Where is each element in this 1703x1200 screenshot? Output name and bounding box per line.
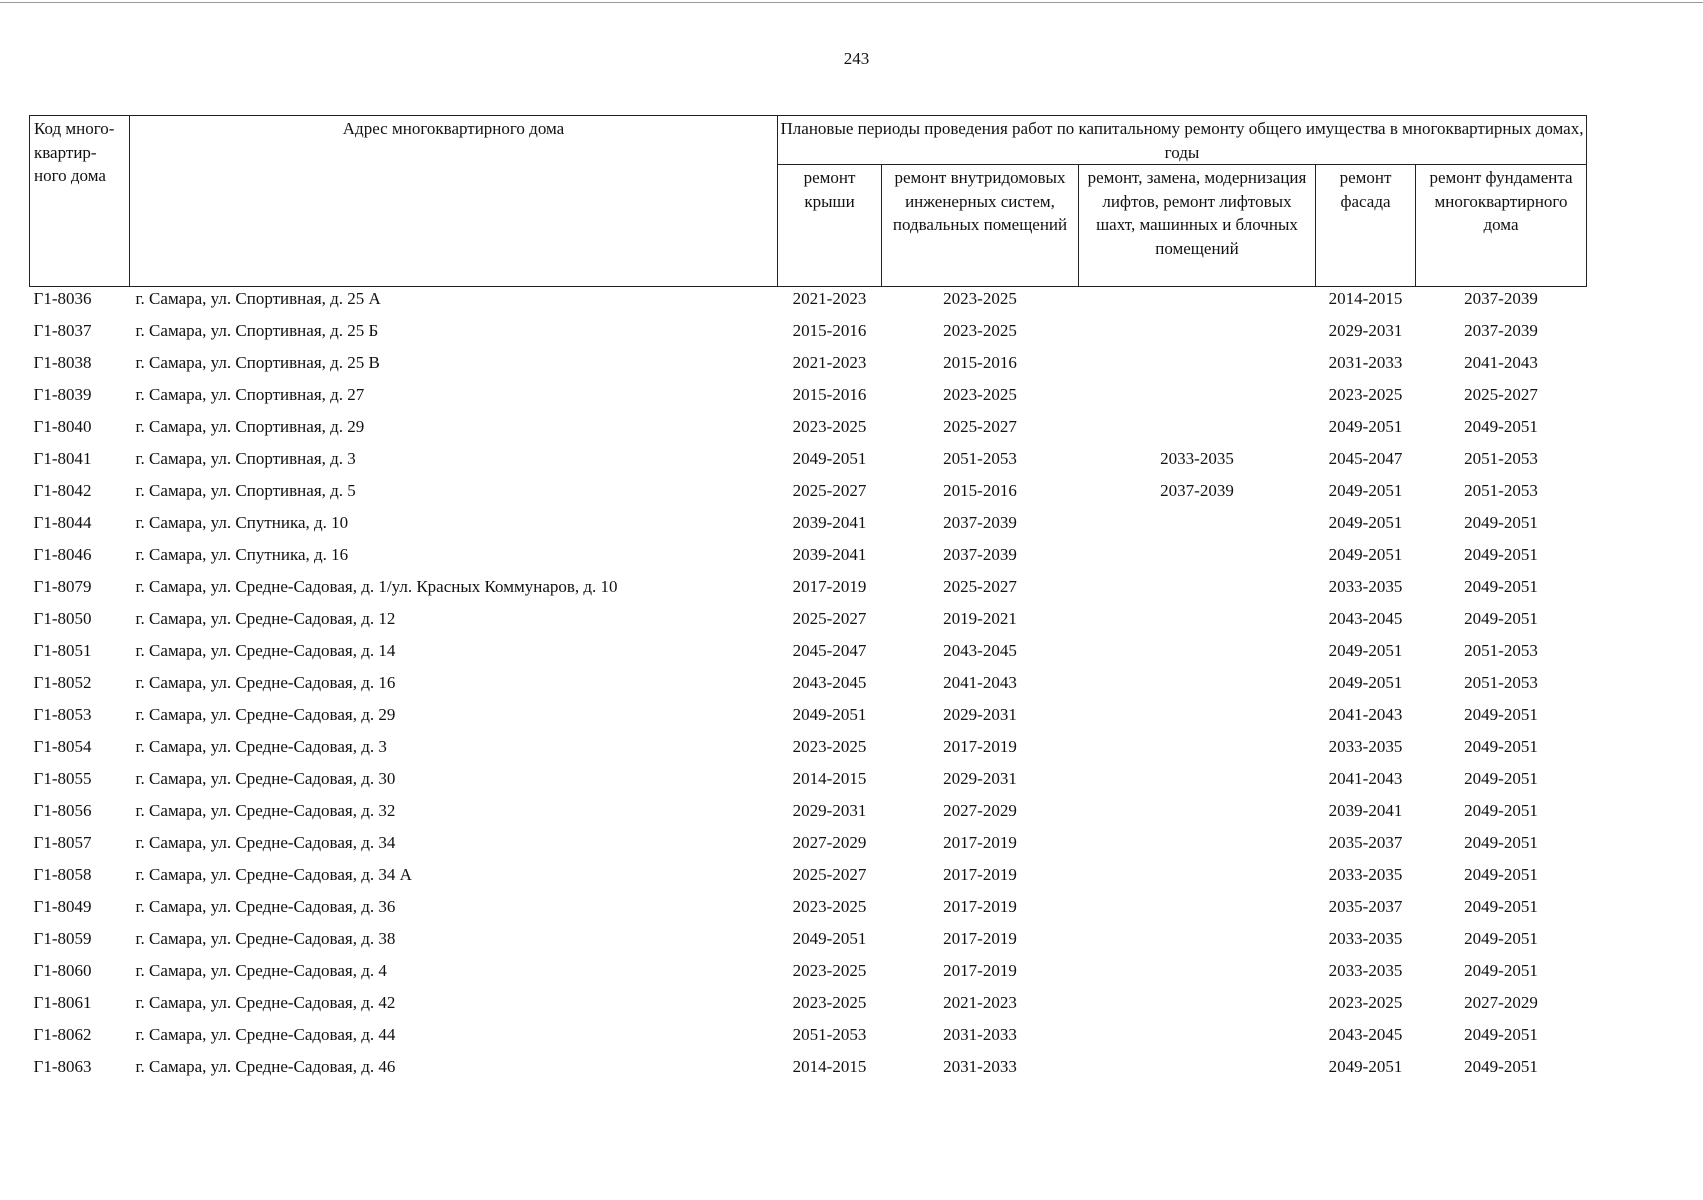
roof-period-cell: 2023-2025 bbox=[792, 737, 867, 756]
roof-period-cell: 2023-2025 bbox=[792, 993, 867, 1012]
engineering-period-cell: 2043-2045 bbox=[943, 641, 1017, 660]
foundation-period-cell: 2037-2039 bbox=[1464, 289, 1538, 308]
house-code-cell: Г1-8063 bbox=[33, 1057, 92, 1076]
foundation-period-cell: 2049-2051 bbox=[1464, 929, 1538, 948]
elevators-period-cell bbox=[1079, 767, 1316, 799]
foundation-period-cell: 2051-2053 bbox=[1464, 673, 1538, 692]
elevators-period-cell bbox=[1079, 1055, 1316, 1087]
elevators-period-cell bbox=[1079, 607, 1316, 639]
address-cell: г. Самара, ул. Спортивная, д. 29 bbox=[135, 417, 365, 436]
facade-period-cell: 2049-2051 bbox=[1328, 513, 1403, 532]
house-code-cell: Г1-8049 bbox=[33, 897, 92, 916]
table-row bbox=[30, 511, 1587, 543]
address-cell: г. Самара, ул. Средне-Садовая, д. 34 bbox=[135, 833, 396, 852]
house-code-cell: Г1-8038 bbox=[33, 353, 92, 372]
table-row bbox=[30, 287, 1587, 320]
table-row bbox=[30, 1023, 1587, 1055]
header-address: Адрес многоквартирного дома bbox=[130, 116, 778, 287]
elevators-period-cell bbox=[1079, 703, 1316, 735]
engineering-period-cell: 2021-2023 bbox=[943, 993, 1017, 1012]
engineering-period-cell: 2031-2033 bbox=[943, 1025, 1017, 1044]
address-cell: г. Самара, ул. Спортивная, д. 25 В bbox=[135, 353, 380, 372]
elevators-period-cell: 2033-2035 bbox=[1160, 449, 1234, 468]
roof-period-cell: 2023-2025 bbox=[792, 897, 867, 916]
roof-period-cell: 2021-2023 bbox=[792, 289, 867, 308]
facade-period-cell: 2033-2035 bbox=[1328, 929, 1403, 948]
elevators-period-cell bbox=[1079, 575, 1316, 607]
house-code-cell: Г1-8056 bbox=[33, 801, 92, 820]
foundation-period-cell: 2049-2051 bbox=[1464, 417, 1538, 436]
address-cell: г. Самара, ул. Средне-Садовая, д. 32 bbox=[135, 801, 396, 820]
house-code-cell: Г1-8079 bbox=[33, 577, 92, 596]
table-row bbox=[30, 799, 1587, 831]
address-cell: г. Самара, ул. Средне-Садовая, д. 38 bbox=[135, 929, 396, 948]
facade-period-cell: 2029-2031 bbox=[1328, 321, 1403, 340]
address-cell: г. Самара, ул. Спортивная, д. 25 А bbox=[135, 289, 381, 308]
house-code-cell: Г1-8039 bbox=[33, 385, 92, 404]
roof-period-cell: 2015-2016 bbox=[792, 385, 867, 404]
table-row bbox=[30, 831, 1587, 863]
roof-period-cell: 2023-2025 bbox=[792, 961, 867, 980]
elevators-period-cell bbox=[1079, 927, 1316, 959]
table-row bbox=[30, 383, 1587, 415]
foundation-period-cell: 2049-2051 bbox=[1464, 961, 1538, 980]
engineering-period-cell: 2031-2033 bbox=[943, 1057, 1017, 1076]
address-cell: г. Самара, ул. Спортивная, д. 27 bbox=[135, 385, 365, 404]
table-row bbox=[30, 415, 1587, 447]
address-cell: г. Самара, ул. Средне-Садовая, д. 14 bbox=[135, 641, 396, 660]
address-cell: г. Самара, ул. Средне-Садовая, д. 29 bbox=[135, 705, 396, 724]
address-cell: г. Самара, ул. Спутника, д. 10 bbox=[135, 513, 349, 532]
facade-period-cell: 2035-2037 bbox=[1328, 833, 1403, 852]
engineering-period-cell: 2015-2016 bbox=[943, 481, 1017, 500]
table-row bbox=[30, 351, 1587, 383]
house-code-cell: Г1-8057 bbox=[33, 833, 92, 852]
roof-period-cell: 2015-2016 bbox=[792, 321, 867, 340]
address-cell: г. Самара, ул. Средне-Садовая, д. 44 bbox=[135, 1025, 396, 1044]
elevators-period-cell bbox=[1079, 319, 1316, 351]
engineering-period-cell: 2023-2025 bbox=[943, 321, 1017, 340]
header-engineering: ремонт внутридомовых инженерных систем, подвальных помещений bbox=[882, 165, 1079, 287]
engineering-period-cell: 2015-2016 bbox=[943, 353, 1017, 372]
header-code: Код много-квартир-ного дома bbox=[30, 116, 130, 287]
address-cell: г. Самара, ул. Спортивная, д. 25 Б bbox=[135, 321, 379, 340]
table-row bbox=[30, 703, 1587, 735]
elevators-period-cell bbox=[1079, 735, 1316, 767]
roof-period-cell: 2049-2051 bbox=[792, 929, 867, 948]
header-elevators: ремонт, замена, модернизация лифтов, ремонт лифтовых шахт, машинных и блочных помещений bbox=[1079, 165, 1316, 287]
house-code-cell: Г1-8058 bbox=[33, 865, 92, 884]
roof-period-cell: 2049-2051 bbox=[792, 705, 867, 724]
engineering-period-cell: 2017-2019 bbox=[943, 961, 1017, 980]
header-facade: ремонт фасада bbox=[1316, 165, 1416, 287]
facade-period-cell: 2033-2035 bbox=[1328, 577, 1403, 596]
engineering-period-cell: 2029-2031 bbox=[943, 705, 1017, 724]
house-code-cell: Г1-8060 bbox=[33, 961, 92, 980]
engineering-period-cell: 2037-2039 bbox=[943, 513, 1017, 532]
house-code-cell: Г1-8042 bbox=[33, 481, 92, 500]
elevators-period-cell bbox=[1079, 511, 1316, 543]
engineering-period-cell: 2017-2019 bbox=[943, 833, 1017, 852]
foundation-period-cell: 2049-2051 bbox=[1464, 545, 1538, 564]
scan-edge-line bbox=[0, 2, 1703, 3]
facade-period-cell: 2045-2047 bbox=[1328, 449, 1403, 468]
engineering-period-cell: 2051-2053 bbox=[943, 449, 1017, 468]
roof-period-cell: 2014-2015 bbox=[792, 769, 867, 788]
foundation-period-cell: 2049-2051 bbox=[1464, 577, 1538, 596]
elevators-period-cell bbox=[1079, 895, 1316, 927]
house-code-cell: Г1-8055 bbox=[33, 769, 92, 788]
foundation-period-cell: 2049-2051 bbox=[1464, 769, 1538, 788]
facade-period-cell: 2049-2051 bbox=[1328, 545, 1403, 564]
table-body bbox=[30, 287, 1587, 1088]
house-code-cell: Г1-8059 bbox=[33, 929, 92, 948]
foundation-period-cell: 2049-2051 bbox=[1464, 1057, 1538, 1076]
foundation-period-cell: 2025-2027 bbox=[1464, 385, 1538, 404]
house-code-cell: Г1-8037 bbox=[33, 321, 92, 340]
elevators-period-cell bbox=[1079, 831, 1316, 863]
roof-period-cell: 2051-2053 bbox=[792, 1025, 867, 1044]
foundation-period-cell: 2049-2051 bbox=[1464, 833, 1538, 852]
header-foundation: ремонт фундамента многоквартирного дома bbox=[1416, 165, 1587, 287]
foundation-period-cell: 2027-2029 bbox=[1464, 993, 1538, 1012]
house-code-cell: Г1-8046 bbox=[33, 545, 92, 564]
engineering-period-cell: 2019-2021 bbox=[943, 609, 1017, 628]
engineering-period-cell: 2017-2019 bbox=[943, 737, 1017, 756]
foundation-period-cell: 2049-2051 bbox=[1464, 897, 1538, 916]
roof-period-cell: 2014-2015 bbox=[792, 1057, 867, 1076]
roof-period-cell: 2029-2031 bbox=[792, 801, 867, 820]
facade-period-cell: 2049-2051 bbox=[1328, 481, 1403, 500]
facade-period-cell: 2041-2043 bbox=[1328, 769, 1403, 788]
engineering-period-cell: 2025-2027 bbox=[943, 417, 1017, 436]
foundation-period-cell: 2051-2053 bbox=[1464, 481, 1538, 500]
elevators-period-cell bbox=[1079, 991, 1316, 1023]
capital-repair-table bbox=[29, 115, 1587, 1087]
address-cell: г. Самара, ул. Средне-Садовая, д. 12 bbox=[135, 609, 396, 628]
foundation-period-cell: 2049-2051 bbox=[1464, 1025, 1538, 1044]
house-code-cell: Г1-8054 bbox=[33, 737, 92, 756]
address-cell: г. Самара, ул. Спортивная, д. 3 bbox=[135, 449, 356, 468]
house-code-cell: Г1-8044 bbox=[33, 513, 92, 532]
house-code-cell: Г1-8062 bbox=[33, 1025, 92, 1044]
elevators-period-cell bbox=[1079, 863, 1316, 895]
table-row bbox=[30, 479, 1587, 511]
address-cell: г. Самара, ул. Средне-Садовая, д. 46 bbox=[135, 1057, 396, 1076]
engineering-period-cell: 2027-2029 bbox=[943, 801, 1017, 820]
facade-period-cell: 2035-2037 bbox=[1328, 897, 1403, 916]
facade-period-cell: 2039-2041 bbox=[1328, 801, 1403, 820]
house-code-cell: Г1-8050 bbox=[33, 609, 92, 628]
address-cell: г. Самара, ул. Средне-Садовая, д. 34 А bbox=[135, 865, 412, 884]
facade-period-cell: 2049-2051 bbox=[1328, 673, 1403, 692]
house-code-cell: Г1-8040 bbox=[33, 417, 92, 436]
elevators-period-cell bbox=[1079, 415, 1316, 447]
facade-period-cell: 2033-2035 bbox=[1328, 737, 1403, 756]
house-code-cell: Г1-8036 bbox=[33, 289, 92, 308]
roof-period-cell: 2023-2025 bbox=[792, 417, 867, 436]
facade-period-cell: 2023-2025 bbox=[1328, 993, 1403, 1012]
roof-period-cell: 2043-2045 bbox=[792, 673, 867, 692]
elevators-period-cell bbox=[1079, 287, 1316, 320]
foundation-period-cell: 2049-2051 bbox=[1464, 865, 1538, 884]
roof-period-cell: 2025-2027 bbox=[792, 481, 867, 500]
facade-period-cell: 2014-2015 bbox=[1328, 289, 1403, 308]
page-number: 243 bbox=[843, 49, 870, 68]
engineering-period-cell: 2017-2019 bbox=[943, 897, 1017, 916]
facade-period-cell: 2043-2045 bbox=[1328, 1025, 1403, 1044]
engineering-period-cell: 2025-2027 bbox=[943, 577, 1017, 596]
roof-period-cell: 2025-2027 bbox=[792, 865, 867, 884]
table-row bbox=[30, 319, 1587, 351]
foundation-period-cell: 2049-2051 bbox=[1464, 609, 1538, 628]
roof-period-cell: 2017-2019 bbox=[792, 577, 867, 596]
house-code-cell: Г1-8051 bbox=[33, 641, 92, 660]
engineering-period-cell: 2041-2043 bbox=[943, 673, 1017, 692]
facade-period-cell: 2033-2035 bbox=[1328, 865, 1403, 884]
elevators-period-cell bbox=[1079, 351, 1316, 383]
table-row bbox=[30, 735, 1587, 767]
address-cell: г. Самара, ул. Средне-Садовая, д. 42 bbox=[135, 993, 396, 1012]
foundation-period-cell: 2051-2053 bbox=[1464, 641, 1538, 660]
header-periods-group: Плановые периоды проведения работ по капитальному ремонту общего имущества в многоквартирных домах, годы bbox=[778, 116, 1587, 165]
table-row bbox=[30, 671, 1587, 703]
address-cell: г. Самара, ул. Средне-Садовая, д. 4 bbox=[135, 961, 387, 980]
facade-period-cell: 2049-2051 bbox=[1328, 641, 1403, 660]
engineering-period-cell: 2017-2019 bbox=[943, 865, 1017, 884]
table-row bbox=[30, 543, 1587, 575]
house-code-cell: Г1-8053 bbox=[33, 705, 92, 724]
facade-period-cell: 2033-2035 bbox=[1328, 961, 1403, 980]
table-row bbox=[30, 959, 1587, 991]
header-roof: ремонт крыши bbox=[778, 165, 882, 287]
house-code-cell: Г1-8052 bbox=[33, 673, 92, 692]
foundation-period-cell: 2049-2051 bbox=[1464, 513, 1538, 532]
engineering-period-cell: 2017-2019 bbox=[943, 929, 1017, 948]
facade-period-cell: 2049-2051 bbox=[1328, 1057, 1403, 1076]
table-row bbox=[30, 927, 1587, 959]
table-row bbox=[30, 575, 1587, 607]
address-cell: г. Самара, ул. Спортивная, д. 5 bbox=[135, 481, 356, 500]
facade-period-cell: 2023-2025 bbox=[1328, 385, 1403, 404]
elevators-period-cell bbox=[1079, 1023, 1316, 1055]
foundation-period-cell: 2037-2039 bbox=[1464, 321, 1538, 340]
address-cell: г. Самара, ул. Средне-Садовая, д. 30 bbox=[135, 769, 396, 788]
engineering-period-cell: 2037-2039 bbox=[943, 545, 1017, 564]
elevators-period-cell bbox=[1079, 639, 1316, 671]
roof-period-cell: 2021-2023 bbox=[792, 353, 867, 372]
table-row bbox=[30, 1055, 1587, 1087]
table-row bbox=[30, 607, 1587, 639]
roof-period-cell: 2027-2029 bbox=[792, 833, 867, 852]
engineering-period-cell: 2023-2025 bbox=[943, 385, 1017, 404]
foundation-period-cell: 2051-2053 bbox=[1464, 449, 1538, 468]
house-code-cell: Г1-8061 bbox=[33, 993, 92, 1012]
roof-period-cell: 2025-2027 bbox=[792, 609, 867, 628]
foundation-period-cell: 2049-2051 bbox=[1464, 801, 1538, 820]
foundation-period-cell: 2049-2051 bbox=[1464, 705, 1538, 724]
address-cell: г. Самара, ул. Средне-Садовая, д. 36 bbox=[135, 897, 396, 916]
table-row bbox=[30, 447, 1587, 479]
facade-period-cell: 2049-2051 bbox=[1328, 417, 1403, 436]
elevators-period-cell bbox=[1079, 959, 1316, 991]
house-code-cell: Г1-8041 bbox=[33, 449, 92, 468]
facade-period-cell: 2043-2045 bbox=[1328, 609, 1403, 628]
table-row bbox=[30, 767, 1587, 799]
facade-period-cell: 2031-2033 bbox=[1328, 353, 1403, 372]
engineering-period-cell: 2023-2025 bbox=[943, 289, 1017, 308]
roof-period-cell: 2039-2041 bbox=[792, 545, 867, 564]
roof-period-cell: 2049-2051 bbox=[792, 449, 867, 468]
facade-period-cell: 2041-2043 bbox=[1328, 705, 1403, 724]
foundation-period-cell: 2049-2051 bbox=[1464, 737, 1538, 756]
elevators-period-cell bbox=[1079, 383, 1316, 415]
elevators-period-cell bbox=[1079, 671, 1316, 703]
table-row bbox=[30, 991, 1587, 1023]
table-row bbox=[30, 895, 1587, 927]
elevators-period-cell bbox=[1079, 543, 1316, 575]
elevators-period-cell bbox=[1079, 799, 1316, 831]
engineering-period-cell: 2029-2031 bbox=[943, 769, 1017, 788]
table-row bbox=[30, 863, 1587, 895]
foundation-period-cell: 2041-2043 bbox=[1464, 353, 1538, 372]
address-cell: г. Самара, ул. Средне-Садовая, д. 3 bbox=[135, 737, 387, 756]
address-cell: г. Самара, ул. Средне-Садовая, д. 16 bbox=[135, 673, 396, 692]
address-cell: г. Самара, ул. Спутника, д. 16 bbox=[135, 545, 349, 564]
roof-period-cell: 2045-2047 bbox=[792, 641, 867, 660]
roof-period-cell: 2039-2041 bbox=[792, 513, 867, 532]
table-row bbox=[30, 639, 1587, 671]
address-cell: г. Самара, ул. Средне-Садовая, д. 1/ул. Красных Коммунаров, д. 10 bbox=[135, 577, 618, 596]
elevators-period-cell: 2037-2039 bbox=[1160, 481, 1234, 500]
